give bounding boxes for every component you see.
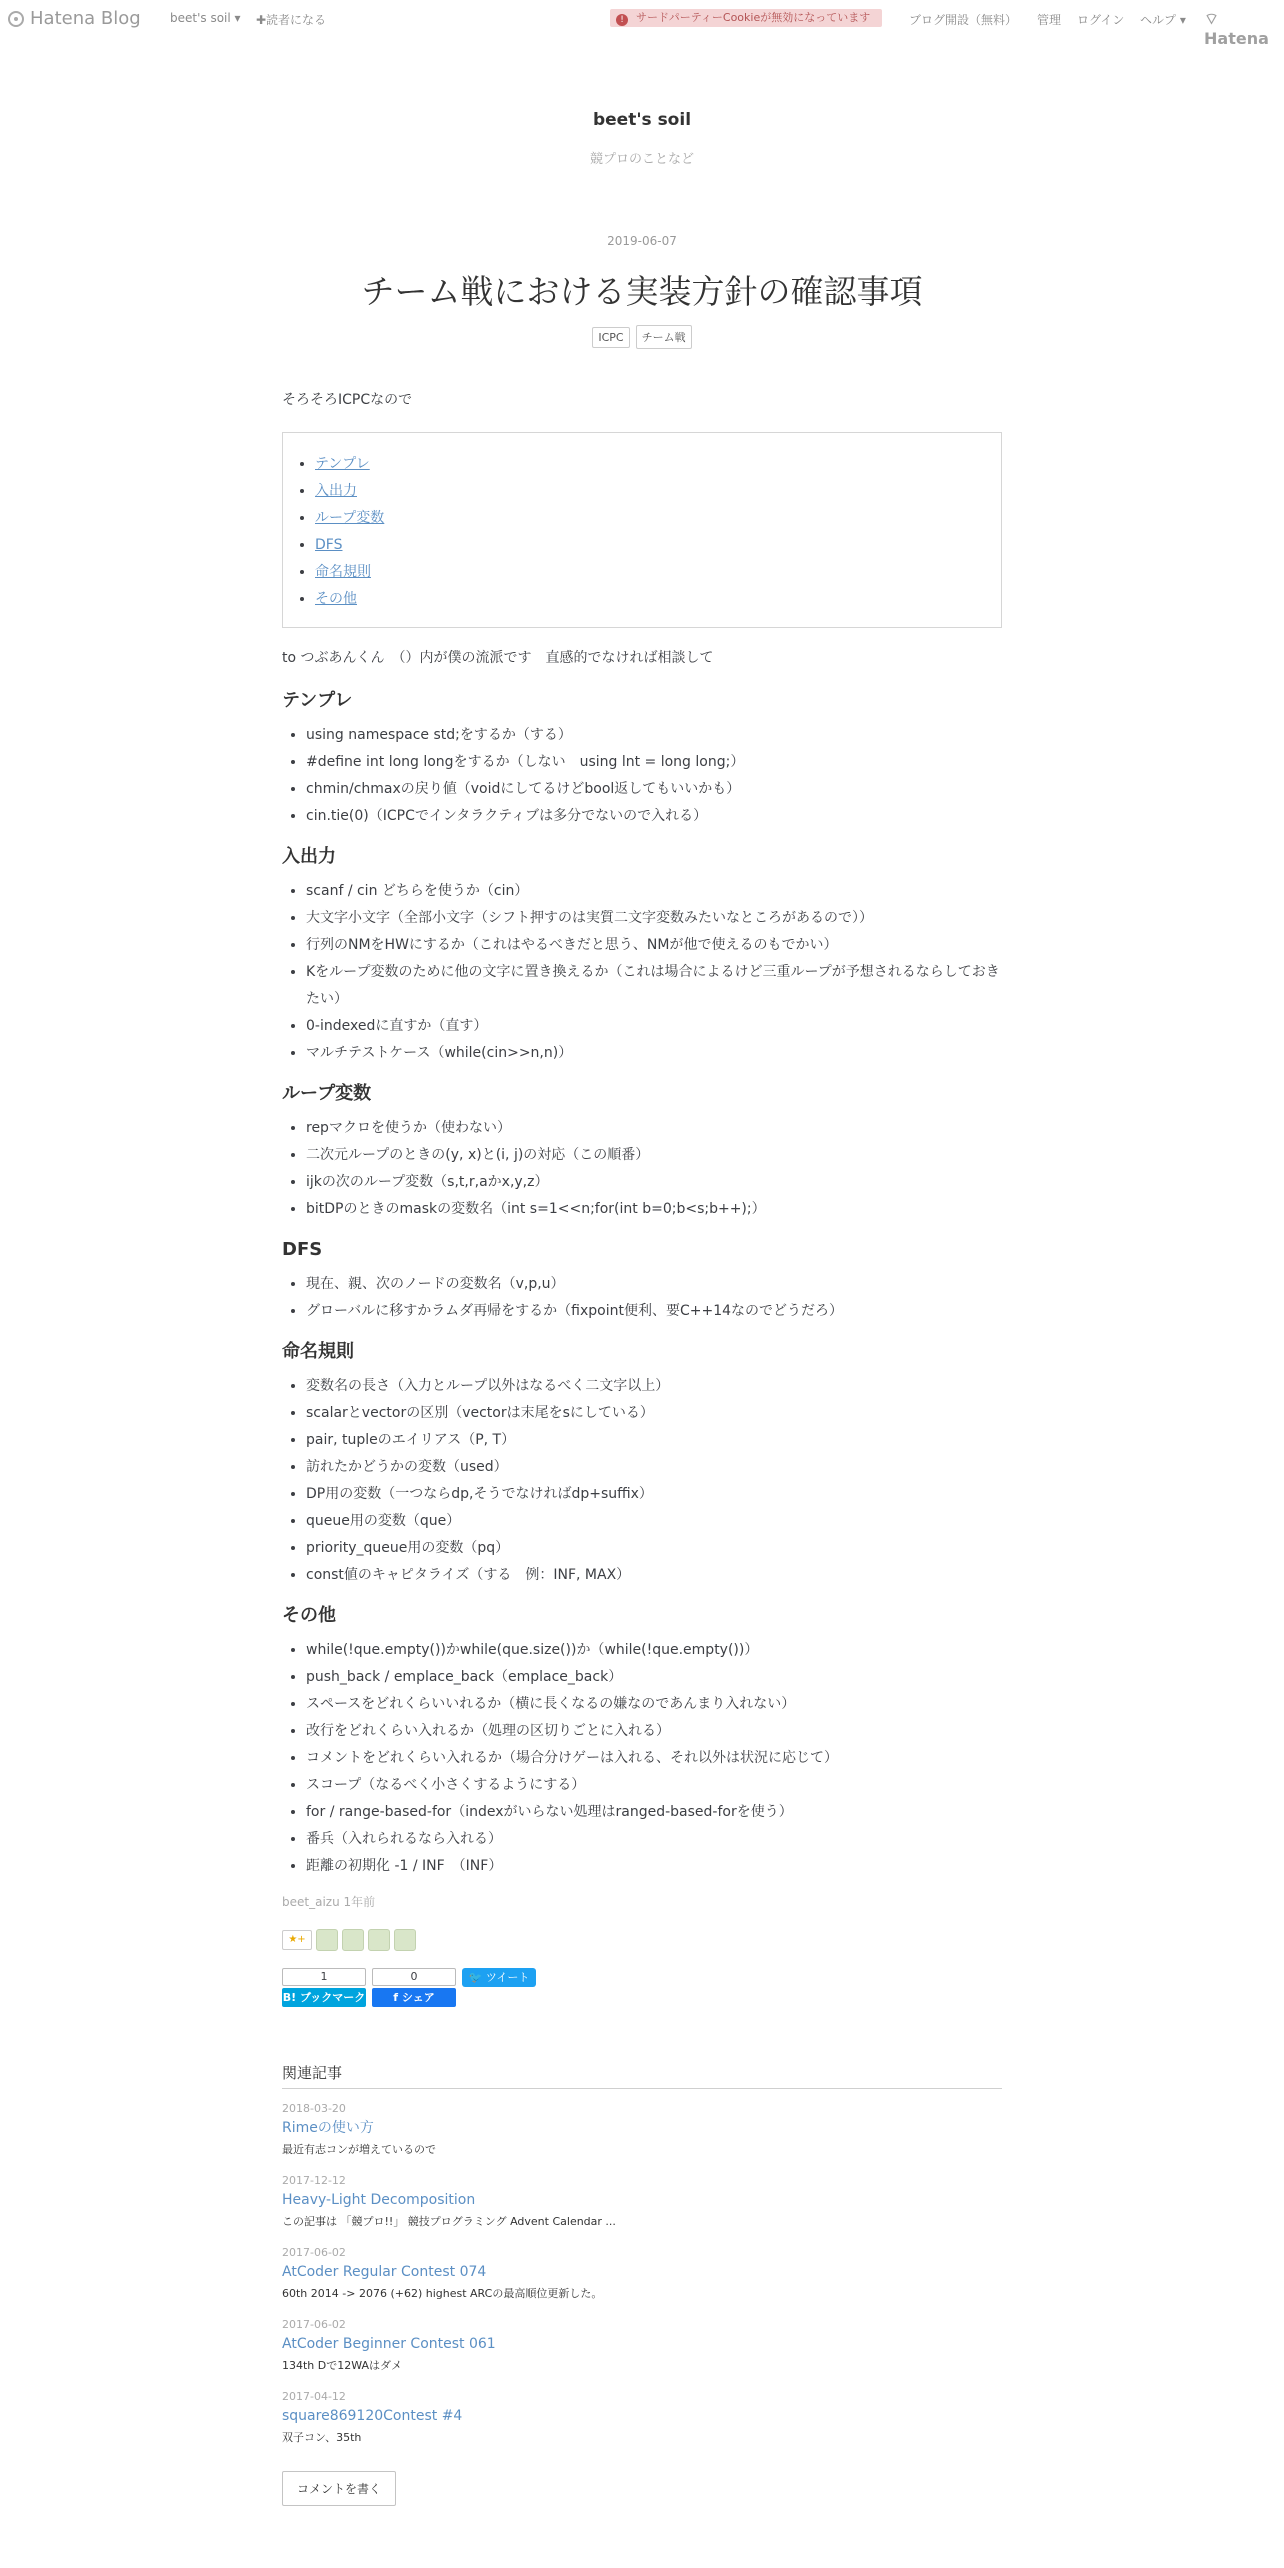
- blog-menu[interactable]: beet's soil ▾: [170, 11, 241, 25]
- admin-link[interactable]: 管理: [1037, 13, 1062, 27]
- section-heading: 入出力: [282, 846, 336, 867]
- related-title[interactable]: AtCoder Regular Contest 074: [282, 2264, 487, 2280]
- list-item: • 二次元ループのときの(y, x)と(i, j)の対応（この順番）: [306, 1142, 1002, 1169]
- entry-categories: [0, 325, 1284, 349]
- related-heading: 関連記事: [282, 2058, 1002, 2089]
- related-item: [282, 2317, 1002, 2389]
- blog-title[interactable]: beet's soil: [592, 110, 692, 130]
- table-of-contents: [282, 432, 1002, 628]
- related-snippet: この記事は 「競プロ!!」 競技プログラミング Advent Calendar ...: [282, 2215, 616, 2228]
- star-user-icon[interactable]: [342, 1929, 364, 1951]
- intro-text: そろそろICPCなので: [282, 392, 413, 408]
- entry-permalink[interactable]: 1年前: [343, 1895, 376, 1909]
- list-item: • priority_queue用の変数（pq）: [306, 1535, 1002, 1562]
- login-link[interactable]: ログイン: [1077, 13, 1125, 27]
- toc-link[interactable]: 命名規則: [315, 564, 371, 580]
- toc-item: [315, 532, 1001, 559]
- hatena-logo[interactable]: ⌔ Hatena: [1204, 9, 1269, 48]
- entry-content: [282, 390, 1002, 2506]
- related-entries: [282, 2058, 1002, 2506]
- facebook-count: 0: [372, 1968, 456, 1986]
- related-snippet: 双子コン、35th: [282, 2431, 362, 2444]
- list-item: • ijkの次のループ変数（s,t,r,aかx,y,z）: [306, 1169, 1002, 1196]
- list-item: • Kをループ変数のために他の文字に置き換えるか（これは場合によるけど三重ループが予想されるならしておきたい）: [306, 959, 1002, 1013]
- list-item: • scalarとvectorの区別（vectorは末尾をsにしている）: [306, 1400, 1002, 1427]
- twitter-icon: 🐦: [468, 1971, 486, 1984]
- add-star-button[interactable]: ★+: [282, 1930, 312, 1950]
- related-snippet: 60th 2014 -> 2076 (+62) highest ARCの最高順位更新した。: [282, 2287, 603, 2300]
- toc-item: [315, 451, 1001, 478]
- blog-description: 競プロのことなど: [589, 152, 694, 167]
- list-item: • pair, tupleのエイリアス（P, T）: [306, 1427, 1002, 1454]
- list-item: • 行列のNMをHWにするか（これはやるべきだと思う、NMが他で使えるのもでかい）: [306, 932, 1002, 959]
- write-comment-button[interactable]: コメントを書く: [282, 2471, 396, 2506]
- list-item: • for / range-based-for（indexがいらない処理はranged-based-forを使う）: [306, 1799, 1002, 1826]
- category-tag[interactable]: チーム戦: [636, 325, 692, 349]
- list-item: • repマクロを使うか（使わない）: [306, 1115, 1002, 1142]
- bookmark-button[interactable]: B! ブックマーク: [282, 1988, 366, 2007]
- related-title[interactable]: square869120Contest #4: [282, 2408, 463, 2424]
- related-snippet: 最近有志コンが増えているので: [282, 2143, 436, 2156]
- facebook-share[interactable]: [372, 1968, 456, 2008]
- related-title[interactable]: Heavy-Light Decomposition: [282, 2192, 476, 2208]
- list-item: • 訪れたかどうかの変数（used）: [306, 1454, 1002, 1481]
- star-user-icon[interactable]: [368, 1929, 390, 1951]
- list-item: • 変数名の長さ（入力とループ以外はなるべく二文字以上）: [306, 1373, 1002, 1400]
- list-item: • push_back / emplace_back（emplace_back）: [306, 1664, 1002, 1691]
- list-item: • グローバルに移すかラムダ再帰をするか（fixpoint便利、要C++14なのでどうだろ）: [306, 1298, 1002, 1325]
- entry-title[interactable]: チーム戦における実装方針の確認事項: [361, 272, 923, 311]
- star-bar: [282, 1928, 1002, 1952]
- related-title[interactable]: AtCoder Beginner Contest 061: [282, 2336, 496, 2352]
- related-item: [282, 2101, 1002, 2173]
- list-item: • queue用の変数（que）: [306, 1508, 1002, 1535]
- list-item: • while(!que.empty())かwhile(que.size())か（while(!que.empty())）: [306, 1637, 1002, 1664]
- list-item: • DP用の変数（一つならdp,そうでなければdp+suffix）: [306, 1481, 1002, 1508]
- related-title[interactable]: Rimeの使い方: [282, 2120, 374, 2136]
- section-heading: その他: [282, 1605, 336, 1626]
- help-menu[interactable]: ヘルプ ▾: [1140, 13, 1186, 27]
- tweet-button[interactable]: [462, 1968, 536, 1987]
- hatena-blog-logo-text: Hatena Blog: [30, 8, 141, 29]
- list-item: • cin.tie(0)（ICPCでインタラクティブは多分でないので入れる）: [306, 803, 1002, 830]
- toc-link[interactable]: 入出力: [315, 483, 357, 499]
- related-date: 2017-06-02: [282, 2246, 346, 2259]
- list-item: • 距離の初期化 -1 / INF （INF）: [306, 1853, 1002, 1880]
- share-buttons: [282, 1968, 1002, 2008]
- related-item: [282, 2245, 1002, 2317]
- entry-date[interactable]: 2019-06-07: [607, 234, 677, 248]
- section-loop-vars: [282, 1077, 1002, 1223]
- facebook-share-button[interactable]: f シェア: [372, 1988, 456, 2007]
- list-item: • スペースをどれくらいいれるか（横に長くなるの嫌なのであんまり入れない）: [306, 1691, 1002, 1718]
- related-item: [282, 2389, 1002, 2461]
- related-snippet: 134th Dで12WAはダメ: [282, 2359, 403, 2372]
- section-template: [282, 684, 1002, 830]
- list-item: • scanf / cin どちらを使うか（cin）: [306, 878, 1002, 905]
- toc-item: [315, 505, 1001, 532]
- toc-item: [315, 559, 1001, 586]
- start-blog-link[interactable]: ブログ開設（無料）: [909, 13, 1018, 27]
- warning-icon: !: [616, 14, 628, 26]
- global-header: [0, 0, 1284, 48]
- section-heading: ループ変数: [282, 1083, 372, 1104]
- section-heading: テンプレ: [282, 690, 353, 711]
- hatena-blog-logo[interactable]: [8, 8, 141, 29]
- subscribe-button[interactable]: ✚読者になる: [256, 13, 327, 27]
- section-misc: [282, 1599, 1002, 1880]
- hatena-logo-icon: [8, 11, 24, 27]
- entry-footer: [282, 1890, 1002, 1914]
- author-name[interactable]: beet_aizu: [282, 1895, 340, 1909]
- list-item: • 0-indexedに直すか（直す）: [306, 1013, 1002, 1040]
- star-user-icon[interactable]: [316, 1929, 338, 1951]
- section-dfs: [282, 1233, 1002, 1325]
- tweet-label: ツイート: [485, 1971, 530, 1984]
- section-heading: DFS: [282, 1239, 323, 1260]
- related-date: 2017-12-12: [282, 2174, 346, 2187]
- cookie-warning-text: サードパーティーCookieが無効になっています: [636, 11, 871, 24]
- list-item: • 大文字小文字（全部小文字（シフト押すのは実質二文字変数みたいなところがあるので））: [306, 905, 1002, 932]
- list-item: • chmin/chmaxの戻り値（voidにしてるけどbool返してもいいかも）: [306, 776, 1002, 803]
- hatena-logo-text: Hatena: [1204, 29, 1269, 48]
- toc-item: [315, 478, 1001, 505]
- list-item: • コメントをどれくらい入れるか（場合分けゲーは入れる、それ以外は状況に応じて）: [306, 1745, 1002, 1772]
- section-io: [282, 840, 1002, 1067]
- related-item: [282, 2173, 1002, 2245]
- hatena-bookmark-share[interactable]: [282, 1968, 366, 2008]
- section-heading: 命名規則: [282, 1341, 354, 1362]
- related-date: 2017-04-12: [282, 2390, 346, 2403]
- toc-item: [315, 586, 1001, 613]
- list-item: • #define int long longをするか（しない using lnt = long long;）: [306, 749, 1002, 776]
- cookie-warning-badge[interactable]: [610, 9, 882, 27]
- list-item: • マルチテストケース（while(cin>>n,n)）: [306, 1040, 1002, 1067]
- list-item: • bitDPのときのmaskの変数名（int s=1<<n;for(int b=0;b<s;b++);）: [306, 1196, 1002, 1223]
- bookmark-count: 1: [282, 1968, 366, 1986]
- list-item: • 改行をどれくらい入れるか（処理の区切りごとに入れる）: [306, 1718, 1002, 1745]
- section-naming: [282, 1335, 1002, 1589]
- related-date: 2017-06-02: [282, 2318, 346, 2331]
- list-item: • using namespace std;をするか（する）: [306, 722, 1002, 749]
- toc-link[interactable]: ループ変数: [315, 510, 385, 526]
- toc-link[interactable]: テンプレ: [315, 456, 370, 472]
- star-user-icon[interactable]: [394, 1929, 416, 1951]
- list-item: • スコープ（なるべく小さくするようにする）: [306, 1772, 1002, 1799]
- list-item: • 番兵（入れられるなら入れる）: [306, 1826, 1002, 1853]
- related-date: 2018-03-20: [282, 2102, 346, 2115]
- category-tag[interactable]: ICPC: [592, 327, 629, 348]
- toc-link[interactable]: DFS: [315, 537, 343, 553]
- toc-link[interactable]: その他: [315, 591, 357, 607]
- list-item: • 現在、親、次のノードの変数名（v,p,u）: [306, 1271, 1002, 1298]
- list-item: • const値のキャピタライズ（する 例：INF, MAX）: [306, 1562, 1002, 1589]
- lead-text: to つぶあんくん （）内が僕の流派です 直感的でなければ相談して: [282, 650, 714, 666]
